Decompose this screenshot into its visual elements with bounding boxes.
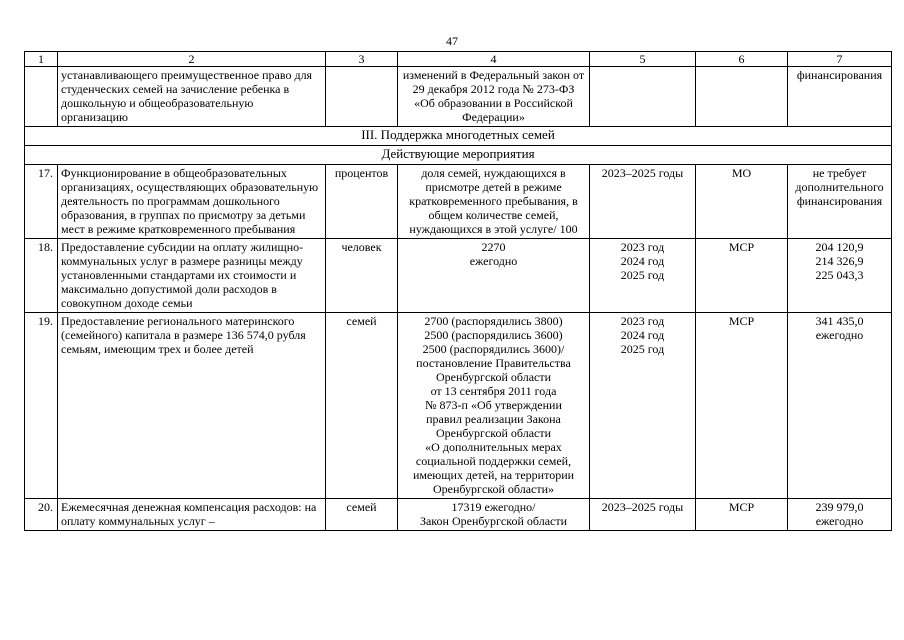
row-number: 18. [25, 239, 58, 313]
unit: процентов [326, 165, 398, 239]
funding [788, 499, 892, 531]
section-row [25, 127, 892, 146]
page-number: 47 [446, 34, 458, 48]
period-line: 2024 год [620, 328, 665, 342]
period-line: 2023 год [620, 314, 665, 328]
cell-indicator: изменений в Федеральный закон от 29 декабря 2012 года № 273-ФЗ «Об образовании в Российской Федерации» [398, 67, 590, 127]
funding-line: 204 120,9 [815, 240, 864, 254]
header-cell: 3 [326, 52, 398, 67]
indicator: доля семей, нуждающихся в присмотре детей в режиме кратковременного пребывания, в общем количестве семей, нуждающихся в этой услуге/ 100 [398, 165, 590, 239]
header-cell: 2 [58, 52, 326, 67]
executor: МСР [696, 239, 788, 313]
row-number: 20. [25, 499, 58, 531]
indicator-line: 2500 (распорядились 3600) [424, 328, 563, 342]
subsection-row [25, 146, 892, 165]
funding [788, 313, 892, 499]
measure-name: Функционирование в общеобразовательных организациях, осуществляющих образовательную деятельность по программам дошкольного образования, в группах по присмотру за детьми мест в режиме кратковременного пребывания [58, 165, 326, 239]
indicator-line: 2700 (распорядились 3800) [424, 314, 563, 328]
indicator-line: ежегодно [469, 254, 518, 268]
column-number-header [25, 52, 892, 67]
funding: не требует дополнительного финансирования [788, 165, 892, 239]
row-number: 19. [25, 313, 58, 499]
table-row [25, 499, 892, 531]
indicator-line: 2270 [481, 240, 506, 254]
period: 2023–2025 годы [590, 165, 696, 239]
header-cell: 5 [590, 52, 696, 67]
cell-num [25, 67, 58, 127]
funding-line: 239 979,0 [815, 500, 864, 514]
header-cell: 7 [788, 52, 892, 67]
funding-line: 225 043,3 [815, 268, 864, 282]
continuation-row [25, 67, 892, 127]
table-row [25, 165, 892, 239]
period-line: 2025 год [620, 342, 665, 356]
funding-line: 341 435,0 [815, 314, 864, 328]
indicator-line: социальной поддержки семей, [415, 454, 572, 468]
funding-line: 214 326,9 [815, 254, 864, 268]
indicator-line: Оренбургской области [435, 370, 552, 384]
subsection-title: Действующие мероприятия [25, 146, 892, 165]
indicator-line: постановление Правительства [416, 356, 571, 370]
cell-name: устанавливающего преимущественное право для студенческих семей на зачисление ребенка в дошкольную и общеобразовательную организацию [58, 67, 326, 127]
funding [788, 239, 892, 313]
indicator-line: Оренбургской области» [432, 482, 555, 496]
indicator-line: имеющих детей, на территории [412, 468, 575, 482]
executor: МО [696, 165, 788, 239]
measure-name: Предоставление регионального материнского (семейного) капитала в размере 136 574,0 рубля семьям, имеющим трех и более детей [58, 313, 326, 499]
cell-period [590, 67, 696, 127]
executor: МСР [696, 499, 788, 531]
period [590, 239, 696, 313]
indicator-line: от 13 сентября 2011 года [430, 384, 557, 398]
funding-line: ежегодно [815, 328, 864, 342]
cell-executor [696, 67, 788, 127]
indicator-line: правил реализации Закона [426, 412, 561, 426]
period-line: 2025 год [620, 268, 665, 282]
unit: семей [326, 313, 398, 499]
indicator-line: 2500 (распорядились 3600)/ [422, 342, 565, 356]
indicator-line: Оренбургской области [435, 426, 552, 440]
cell-funding: финансирования [788, 67, 892, 127]
indicator [398, 239, 590, 313]
unit: семей [326, 499, 398, 531]
funding-line: ежегодно [815, 514, 864, 528]
indicator-line: № 873-п «Об утверждении [425, 398, 562, 412]
period-line: 2024 год [620, 254, 665, 268]
indicator [398, 313, 590, 499]
table-row [25, 239, 892, 313]
measure-name: Предоставление субсидии на оплату жилищно-коммунальных услуг в размере разницы между установленными стандартами их стоимости и максимально допустимой доли расходов в совокупном доходе семьи [58, 239, 326, 313]
header-cell: 6 [696, 52, 788, 67]
period: 2023–2025 годы [590, 499, 696, 531]
header-cell: 1 [25, 52, 58, 67]
period [590, 313, 696, 499]
indicator-line: «О дополнительных мерах [425, 440, 562, 454]
cell-unit [326, 67, 398, 127]
unit: человек [326, 239, 398, 313]
indicator-line: Закон Оренбургской области [419, 514, 568, 528]
row-number: 17. [25, 165, 58, 239]
indicator-line: 17319 ежегодно/ [451, 500, 536, 514]
period-line: 2023 год [620, 240, 665, 254]
section-title: III. Поддержка многодетных семей [25, 127, 892, 146]
table-row [25, 313, 892, 499]
measures-table [24, 51, 892, 531]
measure-name: Ежемесячная денежная компенсация расходов: на оплату коммунальных услуг – [58, 499, 326, 531]
indicator [398, 499, 590, 531]
executor: МСР [696, 313, 788, 499]
header-cell: 4 [398, 52, 590, 67]
